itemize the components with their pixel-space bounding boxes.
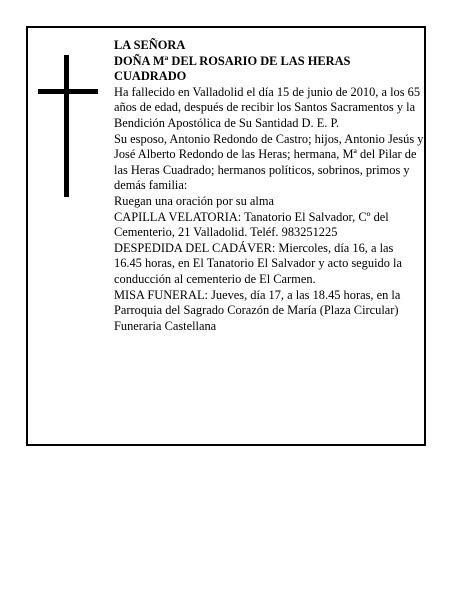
latin-cross-icon: [38, 55, 98, 197]
chapel-info: CAPILLA VELATORIA: Tanatorio El Salvador, Cº del Cementerio, 21 Valladolid. Teléf. 983251225: [114, 209, 389, 240]
prayer-request: Ruegan una oración por su alma: [114, 193, 274, 208]
cross-vertical-bar: [64, 55, 69, 197]
family-list: Su esposo, Antonio Redondo de Castro; hijos, Antonio Jesús y José Alberto Redondo de las Heras; hermana, Mª del Pilar de las Heras Cuadrado; hermanos políticos, sobrinos, primos y demás familia:: [114, 131, 424, 193]
funeral-mass-info: MISA FUNERAL: Jueves, día 17, a las 18.45 horas, en la Parroquia del Sagrado Corazón de María (Plaza Circular): [114, 287, 401, 318]
death-announcement: Ha fallecido en Valladolid el día 15 de junio de 2010, a los 65 años de edad, después de recibir los Santos Sacramentos y la Bendición Apostólica de Su Santidad D. E. P.: [114, 84, 421, 130]
deceased-name: DOÑA Mª DEL ROSARIO DE LAS HERAS CUADRADO: [114, 53, 351, 84]
notice-title: LA SEÑORA: [114, 38, 186, 52]
funeral-home: Funeraria Castellana: [114, 318, 217, 333]
farewell-info: DESPEDIDA DEL CADÁVER: Miercoles, día 16, a las 16.45 horas, en El Tanatorio El Salvador y acto seguido la conducción al cementerio de El Carmen.: [114, 240, 402, 286]
obituary-text: [114, 38, 424, 334]
cross-horizontal-bar: [38, 89, 98, 94]
